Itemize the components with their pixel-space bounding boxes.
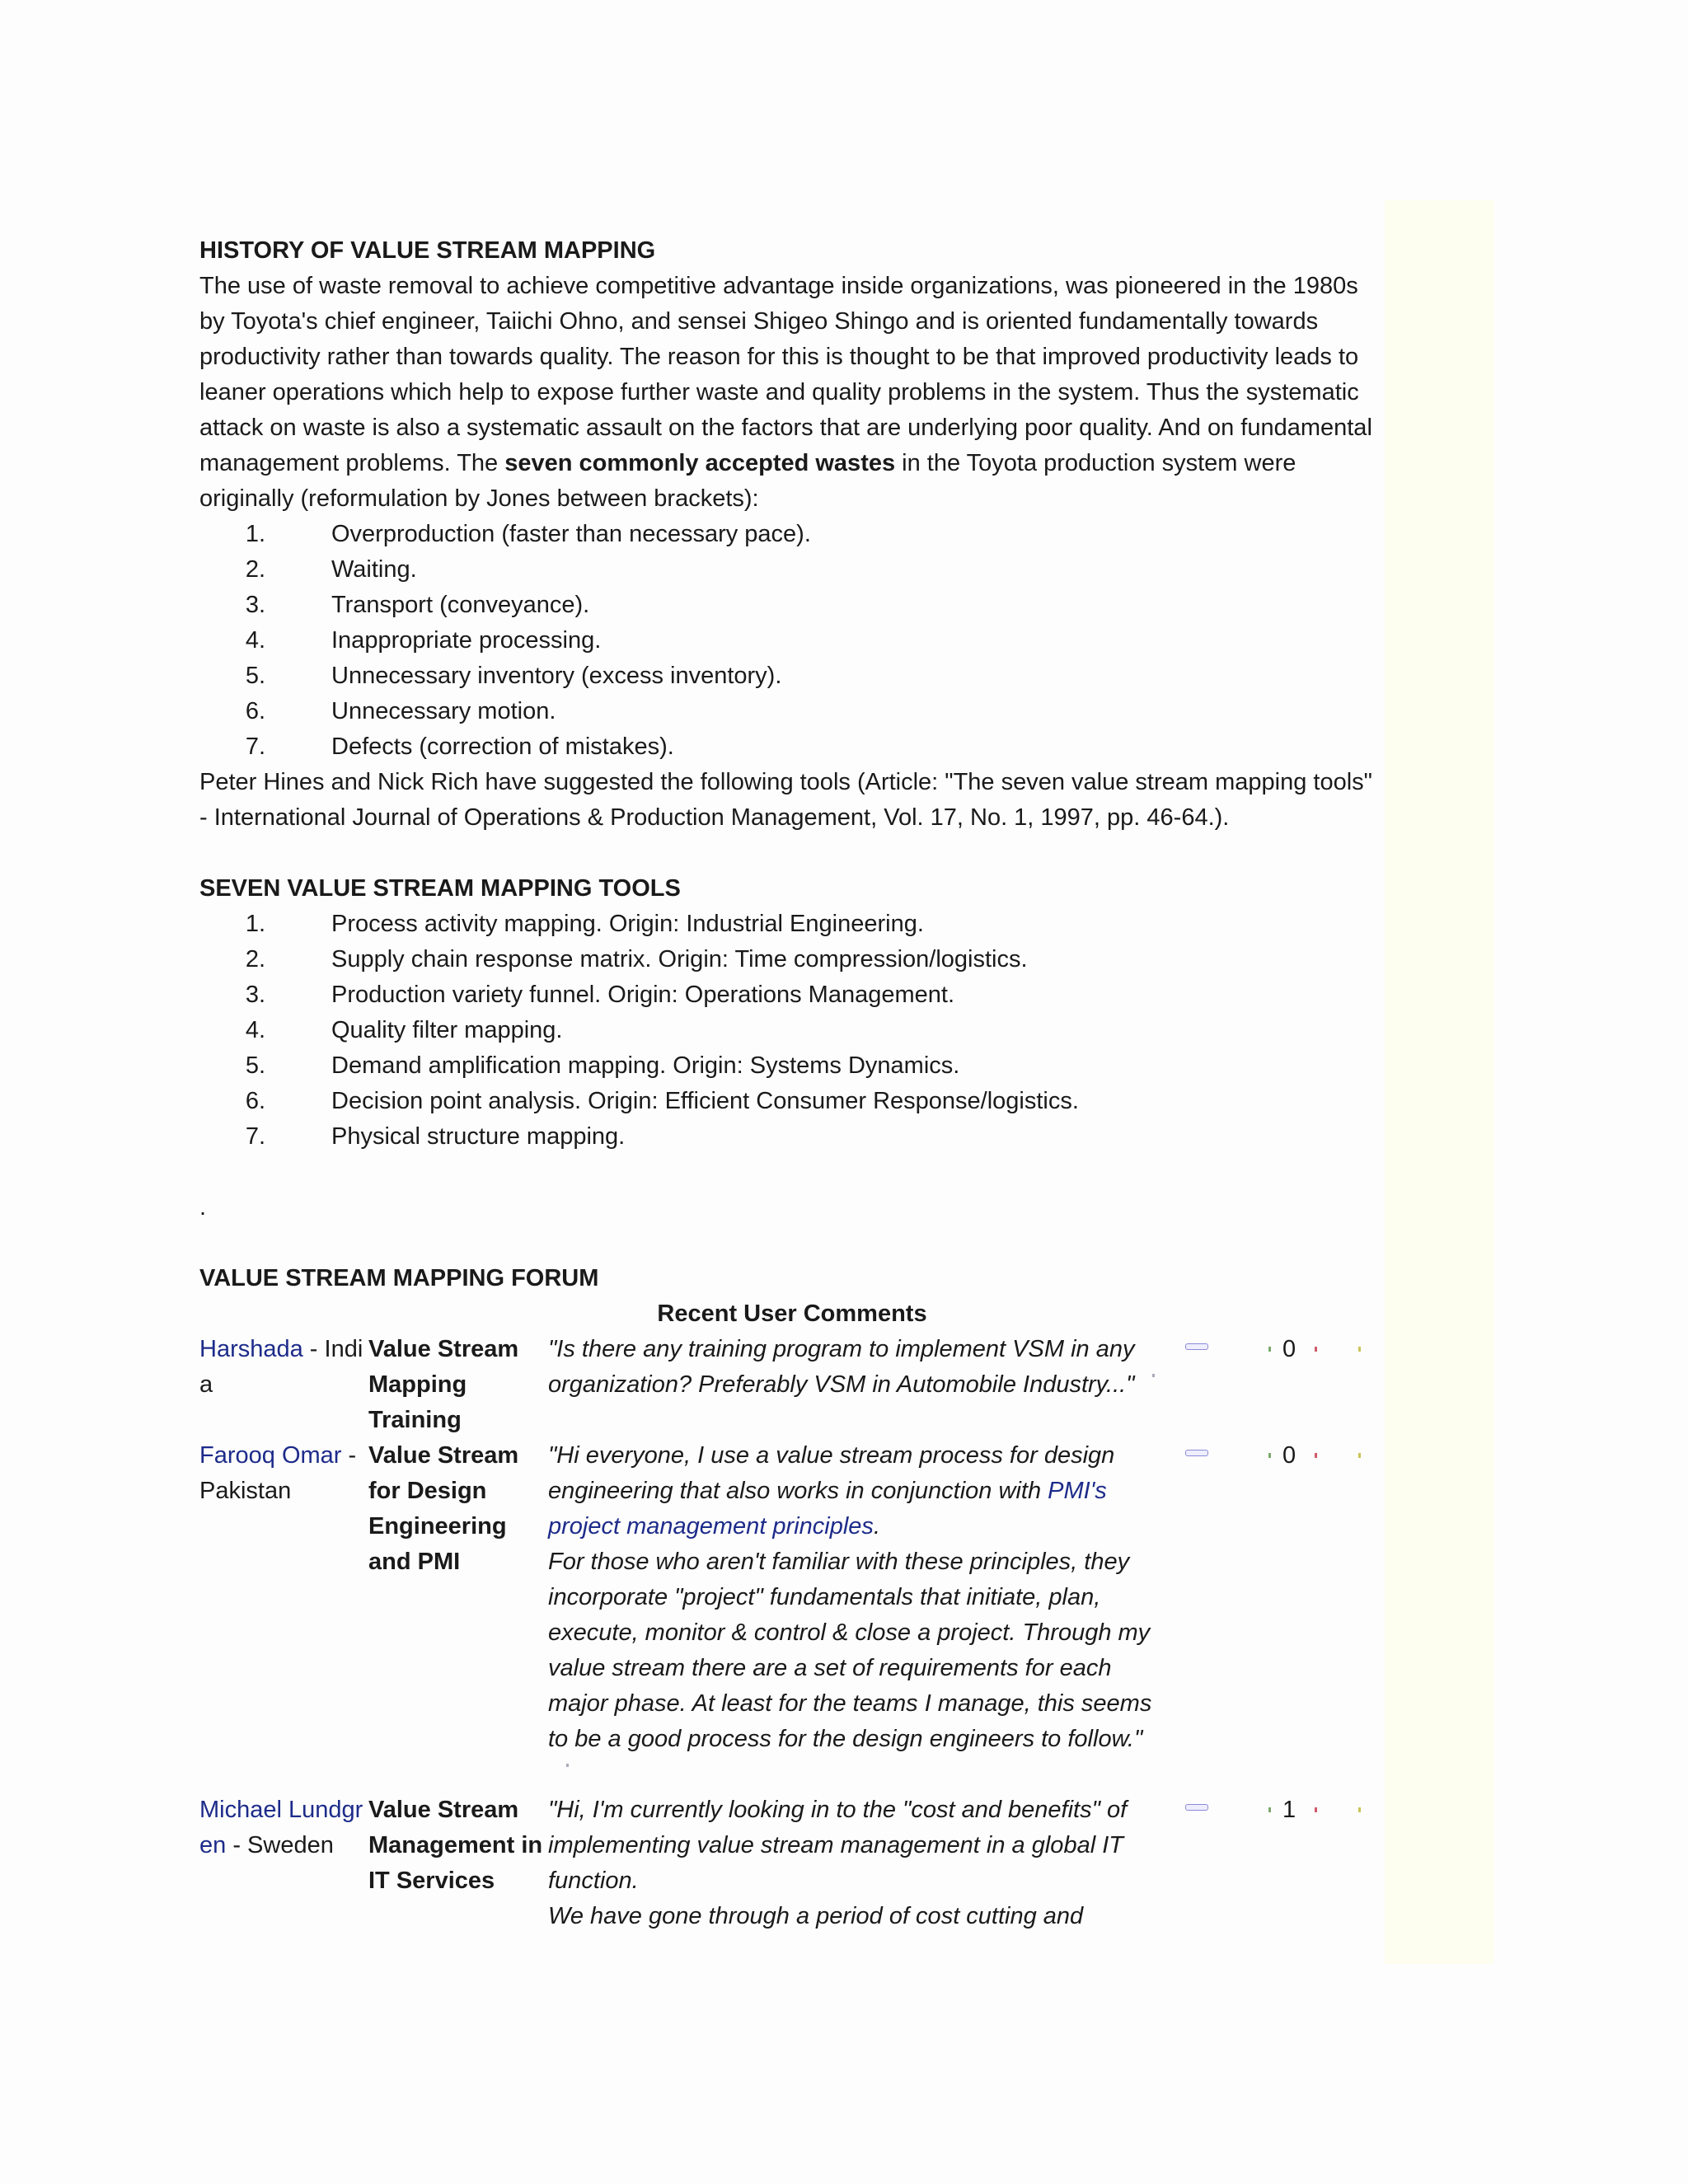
flag-marker-icon (1315, 1453, 1317, 1458)
spacer (199, 836, 1378, 871)
document-content (199, 233, 1378, 1934)
comment-meta (1185, 1438, 1383, 1474)
user-link[interactable]: Michael Lundgren (199, 1797, 363, 1858)
list-item: 2. Supply chain response matrix. Origin: Time compression/logistics. (245, 946, 1028, 972)
comment-user: Michael Lundgren - Sweden (199, 1797, 363, 1858)
seven-wastes-emphasis: seven commonly accepted wastes (504, 450, 896, 476)
star-marker-icon (1358, 1347, 1361, 1352)
tools-list (199, 907, 1378, 1155)
list-item: 6. Unnecessary motion. (245, 698, 556, 724)
comment-title: Value Stream Management in IT Services (368, 1797, 543, 1894)
reply-icon[interactable] (1185, 1804, 1208, 1811)
reply-icon[interactable] (1185, 1343, 1208, 1350)
side-panel (1385, 200, 1493, 1964)
list-item: 3. Production variety funnel. Origin: Operations Management. (245, 982, 955, 1008)
vote-marker-icon (1268, 1347, 1271, 1352)
list-item: 5. Unnecessary inventory (excess inventory). (245, 663, 782, 689)
list-item: 4. Quality filter mapping. (245, 1017, 563, 1043)
vote-marker-icon (1268, 1453, 1271, 1458)
user-link[interactable]: Harshada (199, 1336, 303, 1362)
star-marker-icon (1358, 1453, 1361, 1458)
history-outro: Peter Hines and Nick Rich have suggested the following tools (Article: "The seven value stream mapping tools" - International Journal of Operations & Production Management, Vol. 17, No. 1, 1997, pp. 46-64.). (199, 769, 1372, 831)
comment-count: 0 (1282, 1336, 1296, 1362)
separator-dot: . (199, 1194, 207, 1221)
comment-user: Farooq Omar - Pakistan (199, 1442, 357, 1504)
flag-marker-icon (1315, 1347, 1317, 1352)
wastes-list (199, 517, 1378, 765)
comment-text: "Is there any training program to implement VSM in any organization? Preferably VSM in Automobile Industry..." (548, 1332, 1158, 1438)
comment-text: "Hi, I'm currently looking in to the "cost and benefits" of implementing value stream management in a global IT function. We have gone through a period of cost cutting and (548, 1797, 1128, 1929)
user-link[interactable]: Farooq Omar (199, 1442, 342, 1469)
list-item: 3. Transport (conveyance). (245, 592, 590, 618)
vote-marker-icon (1268, 1807, 1271, 1812)
list-item: 6. Decision point analysis. Origin: Efficient Consumer Response/logistics. (245, 1088, 1079, 1114)
comment-count: 1 (1282, 1797, 1296, 1823)
reply-icon[interactable] (1185, 1450, 1208, 1456)
spacer (199, 1155, 1378, 1190)
history-heading: HISTORY OF VALUE STREAM MAPPING (199, 237, 656, 264)
flag-marker-icon (1315, 1807, 1317, 1812)
comment-row (199, 1332, 1378, 1438)
forum-heading: VALUE STREAM MAPPING FORUM (199, 1265, 599, 1291)
comment-meta (1185, 1332, 1383, 1367)
comment-user: Harshada - India (199, 1336, 363, 1398)
star-marker-icon (1358, 1807, 1361, 1812)
comment-title: Value Stream for Design Engineering and PMI (368, 1442, 519, 1575)
list-item: 1. Process activity mapping. Origin: Industrial Engineering. (245, 911, 924, 937)
list-item: 2. Waiting. (245, 556, 417, 583)
comment-title: Value Stream Mapping Training (368, 1336, 519, 1433)
list-item: 7. Physical structure mapping. (245, 1123, 626, 1150)
comment-text: "Hi everyone, I use a value stream process for design engineering that also works in conjunction with PMI's project management principles. For those who aren't familiar with these principles, they incorporate "project" fundamentals that initiate, plan, execute, monitor & control & close a project. Through my value stream there are a set of requirements for each major phase. At least for the teams I manage, this seems to be a good process for the design engineers to follow." (548, 1438, 1158, 1793)
comment-row (199, 1438, 1378, 1793)
more-marker-icon (1152, 1374, 1155, 1377)
history-intro: The use of waste removal to achieve competitive advantage inside organizations, was pioneered in the 1980s by Toyota's chief engineer, Taiichi Ohno, and sensei Shigeo Shingo and is oriented fundamentally towards productivity rather than towards quality. The reason for this is thought to be that improved productivity leads to leaner operations which help to expose further waste and quality problems in the system. Thus the systematic attack on waste is also a systematic assault on the factors that are underlying poor quality. And on fundamental management problems. The seven commonly accepted wastes in the Toyota production system were originally (reformulation by Jones between brackets): (199, 273, 1372, 512)
comment-row (199, 1793, 1378, 1934)
list-item: 7. Defects (correction of mistakes). (245, 733, 674, 760)
list-item: 5. Demand amplification mapping. Origin: Systems Dynamics. (245, 1052, 960, 1079)
comment-meta (1185, 1793, 1383, 1828)
comment-count: 0 (1282, 1442, 1296, 1469)
more-marker-icon (566, 1764, 569, 1767)
spacer (199, 1226, 1378, 1261)
comments-title: Recent User Comments (657, 1301, 927, 1327)
pmi-link[interactable]: PMI's project management principles (548, 1478, 1107, 1540)
tools-heading: SEVEN VALUE STREAM MAPPING TOOLS (199, 875, 681, 902)
list-item: 1. Overproduction (faster than necessary pace). (245, 521, 811, 547)
list-item: 4. Inappropriate processing. (245, 627, 602, 654)
